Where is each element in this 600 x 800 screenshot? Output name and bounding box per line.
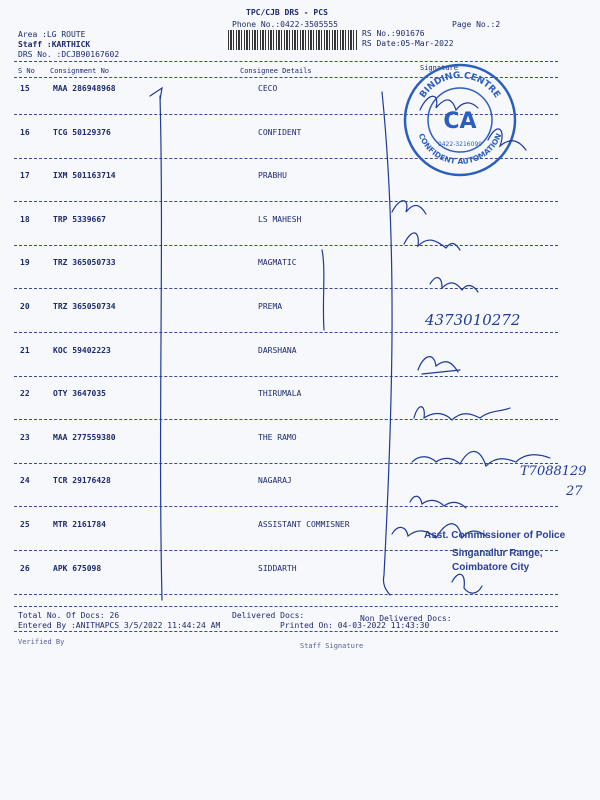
area-label: Area :LG ROUTE [18, 30, 86, 39]
col-consignee: Consignee Details [240, 67, 312, 75]
row-consignment-no: TCR 29176428 [53, 476, 111, 485]
row-sno: 23 [20, 433, 30, 442]
row-sno: 24 [20, 476, 30, 485]
col-consignment: Consignment No [50, 67, 110, 75]
row-consignee: PRABHU [258, 171, 287, 180]
rs-number: RS No.:901676 [362, 29, 425, 38]
row-consignment-no: TRZ 365050734 [53, 302, 116, 311]
row-sno: 16 [20, 128, 30, 137]
handwritten-small-row24: 27 [566, 484, 583, 499]
official-stamp-line3: Coimbatore City [452, 562, 530, 573]
verified-by: Verified By [18, 638, 65, 646]
row-consignment-no: TRZ 365050733 [53, 258, 116, 267]
stamp-middle-text: CONFIDENT AUTOMATION [416, 131, 504, 167]
col-sno: S No [18, 67, 35, 75]
stamp-top-text: BINDING CENTRE [418, 70, 502, 100]
row-sno: 19 [20, 258, 30, 267]
row-consignment-no: IXM 501163714 [53, 171, 116, 180]
row-consignee: CECO [258, 84, 278, 93]
total-docs: Total No. Of Docs: 26 [18, 611, 120, 620]
delivered-docs: Delivered Docs: [232, 611, 305, 620]
row-consignee: THE RAMO [258, 433, 297, 442]
staff-signature-label: Staff Signature [300, 642, 364, 650]
row-sno: 15 [20, 84, 30, 93]
row-sno: 25 [20, 520, 30, 529]
staff-label: Staff :KARTHICK [18, 40, 91, 49]
stamp-phone: 0422-3216099 [437, 141, 483, 148]
row-consignee: NAGARAJ [258, 476, 292, 485]
handwritten-number-row20: 4373010272 [425, 311, 521, 329]
row-sno: 26 [20, 564, 30, 573]
row-consignment-no: APK 675098 [53, 564, 102, 573]
footer-divider [14, 606, 558, 607]
row-consignment-no: MAA 277559380 [53, 433, 116, 442]
row-consignment-no: OTY 3647035 [53, 389, 106, 398]
official-stamp-line1: Asst. Commissioner of Police [424, 530, 566, 541]
row-consignee: PREMA [258, 302, 283, 311]
col-signature: Signature [420, 64, 458, 72]
page-number: Page No.:2 [452, 20, 501, 29]
official-stamp-line2: Singanallur Range, [452, 548, 543, 559]
row-consignee: THIRUMALA [258, 389, 302, 398]
row-consignee: ASSISTANT COMMISNER [258, 520, 350, 529]
printed-on: Printed On: 04-03-2022 11:43:30 [280, 621, 430, 630]
row-sno: 17 [20, 171, 30, 180]
row-sno: 22 [20, 389, 30, 398]
drs-number: DRS No. :DCJB90167602 [18, 50, 120, 59]
row-consignee: SIDDARTH [258, 564, 297, 573]
row-consignee: MAGMATIC [258, 258, 297, 267]
row-consignment-no: MAA 286948968 [53, 84, 116, 93]
row-consignment-no: TCG 50129376 [53, 128, 111, 137]
row-sno: 21 [20, 346, 30, 355]
row-consignment-no: MTR 2161784 [53, 520, 106, 529]
stamp-logo: CA [443, 109, 477, 134]
rs-date: RS Date:05-Mar-2022 [362, 39, 454, 48]
phone-number: Phone No.:0422-3505555 [232, 20, 338, 29]
row-consignment-no: TRP 5339667 [53, 215, 106, 224]
non-delivered-docs: Non Delivered Docs: [360, 614, 452, 623]
row-consignee: DARSHANA [258, 346, 297, 355]
entered-by: Entered By :ANITHAPCS 3/5/2022 11:44:24 AM [18, 621, 221, 630]
row-sno: 20 [20, 302, 30, 311]
row-consignee: CONFIDENT [258, 128, 302, 137]
footer-bottom-divider [14, 631, 558, 632]
row-consignment-no: KOC 59402223 [53, 346, 111, 355]
handwritten-number-row24: T7088129 [520, 464, 587, 479]
row-consignee: LS MAHESH [258, 215, 302, 224]
row-sno: 18 [20, 215, 30, 224]
document-title: TPC/CJB DRS - PCS [246, 8, 328, 17]
